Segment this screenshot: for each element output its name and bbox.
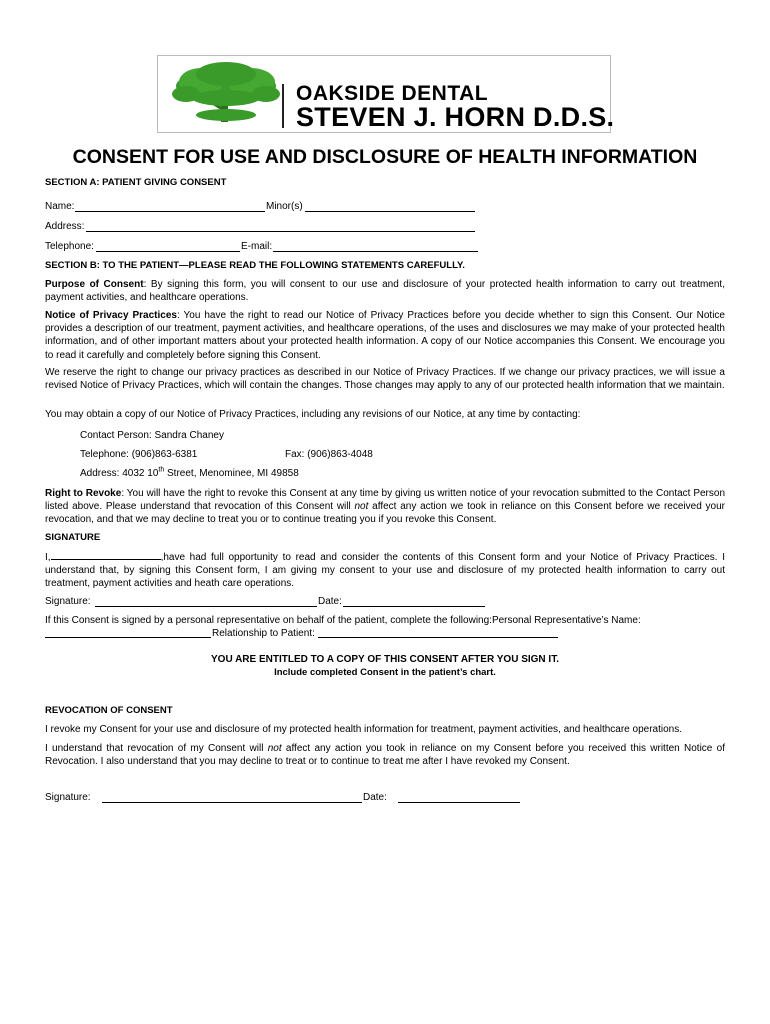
i-prefix: I, (45, 552, 51, 563)
contact-person: Contact Person: Sandra Chaney (80, 430, 224, 441)
signature-field[interactable] (95, 606, 317, 607)
notice-text: : You have the right to read our Notice of Privacy Practices before you decide whether to sign this Consent. Our Notice provides a description of our treatment, payment activities, and healthcare operations, of the uses and disclosures we may make of your protected health information, and of other important matters about your protected health information. A copy of our Notice accompanies this Consent. We encourage you to read it carefully and completely before signing this Consent. (45, 310, 725, 361)
purpose-paragraph (45, 278, 725, 304)
address-sup: th (158, 466, 165, 474)
revocation-text-2b: affect any action you took in reliance on my Consent before you received this written Notice of Revocation. I also understand that you may decline to treat or to continue to treat me after I have revoked my Consent. (45, 743, 725, 768)
rep-paragraph: If this Consent is signed by a personal representative on behalf of the patient, complete the following:Personal Representative’s Name: (45, 615, 641, 626)
revoke-paragraph (45, 487, 725, 527)
telephone-field[interactable] (96, 251, 240, 252)
revocation-not: not (267, 743, 282, 754)
revocation-date-field[interactable] (398, 802, 520, 803)
revoke-label: Right to Revoke (45, 488, 122, 499)
patient-name-field[interactable] (51, 550, 161, 560)
minor-label: Minor(s) (266, 201, 303, 212)
name-field[interactable] (75, 211, 265, 212)
include-notice: Include completed Consent in the patient’s chart. (274, 667, 496, 678)
address-prefix: Address: 4032 10 (80, 468, 159, 479)
i-text: ,have had full opportunity to read and consider the contents of this Consent form and your Notice of Privacy Practices. I understand that, by signing this Consent form, I am giving my consent to your use and disclosure of my protected health information to carry out treatment, payment activities and heath care operations. (45, 552, 725, 590)
name-label: Name: (45, 201, 75, 212)
date-label: Date: (318, 596, 342, 607)
revocation-date-label: Date: (363, 792, 387, 803)
notice-label: Notice of Privacy Practices (45, 310, 177, 321)
revocation-signature-field[interactable] (102, 802, 362, 803)
obtain-paragraph: You may obtain a copy of our Notice of Privacy Practices, including any revisions of our Notice, at any time by contacting: (45, 409, 581, 420)
entitled-notice: YOU ARE ENTITLED TO A COPY OF THIS CONSENT AFTER YOU SIGN IT. (211, 654, 559, 665)
contact-fax: Fax: (906)863-4048 (285, 449, 373, 460)
address-field[interactable] (86, 231, 475, 232)
revoke-text-2: affect any action we took in reliance on this Consent before we received your revocation, and that we may decline to treat you or to continue treating you if you revoke this Consent. (45, 501, 725, 526)
form-title: CONSENT FOR USE AND DISCLOSURE OF HEALTH INFORMATION (72, 146, 698, 168)
reserve-paragraph: We reserve the right to change our privacy practices as described in our Notice of Privacy Practices. If we change our privacy practices, we will issue a revised Notice of Privacy Practices, which will contain the changes. Those changes may apply to any of our protected health information that we maintain. (45, 367, 725, 392)
revocation-heading: REVOCATION OF CONSENT (45, 705, 173, 716)
notice-paragraph (45, 309, 725, 362)
logo-practice-name: OAKSIDE DENTAL (296, 82, 489, 105)
relationship-label: Relationship to Patient: (212, 628, 315, 639)
revocation-paragraph-2 (45, 742, 725, 768)
logo-divider (282, 84, 284, 128)
signature-label: Signature: (45, 596, 91, 607)
purpose-text: : By signing this form, you will consent to our use and disclosure of your protected health information to carry out treatment, payment activities, and healthcare operations. (45, 279, 725, 304)
i-paragraph (45, 550, 725, 591)
oak-tree-icon (166, 60, 286, 130)
address-label: Address: (45, 221, 85, 232)
signature-heading: SIGNATURE (45, 532, 101, 543)
email-label: E-mail: (241, 241, 273, 252)
relationship-field[interactable] (318, 637, 558, 638)
revocation-text-2a: I understand that revocation of my Consent will (45, 743, 268, 754)
revoke-text-1: : You will have the right to revoke this Consent at any time by giving us written notice of your revocation submitted to the Contact Person listed above. Please understand that revocation of this Consent will (45, 488, 726, 513)
section-a-heading: SECTION A: PATIENT GIVING CONSENT (45, 177, 227, 188)
date-field[interactable] (343, 606, 485, 607)
address-suffix: Street, Menominee, MI 49858 (164, 468, 299, 479)
telephone-label: Telephone: (45, 241, 94, 252)
revocation-text-1: I revoke my Consent for your use and disclosure of my protected health information for treatment, payment activities, and healthcare operations. (45, 724, 682, 735)
rep-name-field[interactable] (45, 637, 211, 638)
logo-doctor-name: STEVEN J. HORN D.D.S. (296, 102, 615, 132)
contact-telephone: Telephone: (906)863-6381 (80, 449, 198, 460)
purpose-label: Purpose of Consent (45, 279, 144, 290)
contact-address (80, 467, 299, 480)
revoke-not: not (354, 501, 369, 513)
email-field[interactable] (273, 251, 478, 252)
revocation-signature-label: Signature: (45, 792, 91, 803)
section-b-heading: SECTION B: TO THE PATIENT—PLEASE READ THE FOLLOWING STATEMENTS CAREFULLY. (45, 260, 465, 271)
minor-field[interactable] (305, 211, 475, 212)
